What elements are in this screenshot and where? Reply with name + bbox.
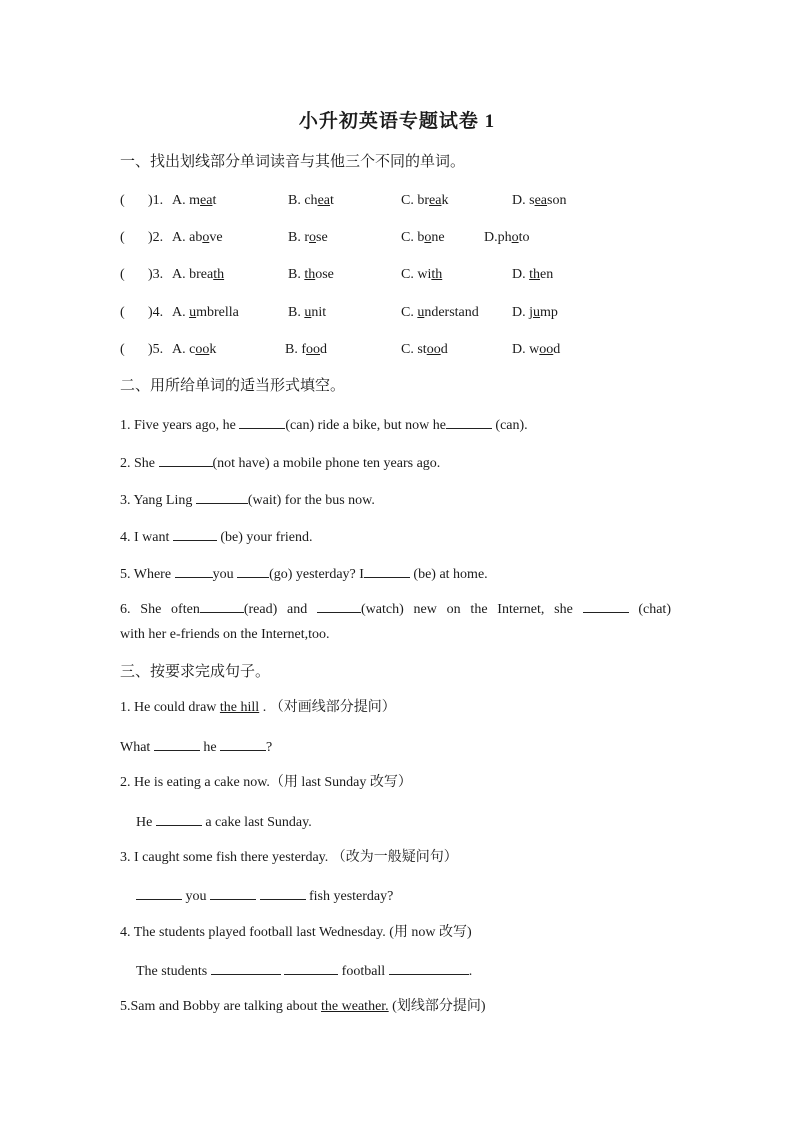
answer-blank[interactable] [389,961,469,975]
answer-blank[interactable] [175,564,213,578]
option-text: A. [172,305,190,320]
answer-blank[interactable] [583,599,629,613]
option-d [512,341,560,359]
answer-3-1: What he ? [120,737,272,757]
option-text: k [441,193,449,208]
answer-blank[interactable] [154,737,200,751]
option-b [288,229,328,247]
underlined-letters: o [309,230,316,245]
option-text: C. [401,305,418,320]
underlined-letters: u [189,305,197,320]
answer-blank[interactable] [196,490,248,504]
answer-blank[interactable] [220,737,266,751]
question-3-1: 1. He could draw the hill . （对画线部分提问） [120,700,396,715]
answer-blank[interactable] [237,564,269,578]
question-2-2: 2. She (not have) a mobile phone ten years ago. [120,453,440,473]
option-text: D. s [512,193,535,208]
option-text: A. ab [172,230,203,245]
question-3-3: 3. I caught some fish there yesterday. （改为一般疑问句） [120,850,458,865]
option-text: nit [311,305,327,320]
option-text: ve [209,230,223,245]
option-a [172,304,239,322]
option-c [401,341,448,359]
option-b [285,341,327,359]
option-text: ne [431,230,445,245]
question-3-2: 2. He is eating a cake now.（用 last Sunday 改写） [120,775,412,790]
underlined-letters: ea [429,193,442,208]
option-text: B. r [288,230,309,245]
question-3-5: 5.Sam and Bobby are talking about the weather. (划线部分提问) [120,999,486,1014]
page-title: 小升初英语专题试卷 1 [298,111,496,132]
answer-paren[interactable]: ( [120,267,125,282]
underlined-letters: u [417,305,425,320]
question-2-1: 1. Five years ago, he (can) ride a bike, but now he (can). [120,415,528,435]
underlined-letters: th [213,267,225,282]
option-text: C. wi [401,267,432,282]
answer-paren[interactable]: ( [120,230,125,245]
answer-blank[interactable] [446,415,492,429]
option-c [401,229,445,247]
option-text: mp [540,305,558,320]
answer-blank[interactable] [284,961,338,975]
underlined-letters: o [202,230,210,245]
answer-3-4: The students football . [136,961,472,981]
option-text: nderstand [424,305,479,320]
underlined-letters: o [511,230,519,245]
answer-blank[interactable] [364,564,410,578]
answer-3-2: He a cake last Sunday. [136,812,312,832]
option-b [288,304,326,322]
answer-paren[interactable]: ( [120,193,125,208]
underlined-letters: o [424,230,432,245]
underlined-letters: oo [195,342,210,357]
underlined-letters: oo [306,342,320,357]
option-text: d [553,342,561,357]
option-a [172,266,224,284]
question-number: )2. [148,230,164,245]
answer-blank[interactable] [317,599,361,613]
underlined-letters: th [431,267,443,282]
option-text: A. m [172,193,200,208]
option-text: D. j [512,305,533,320]
answer-blank[interactable] [156,812,202,826]
option-text: D. w [512,342,540,357]
option-c [401,192,448,210]
option-d [512,192,566,210]
answer-blank[interactable] [210,886,256,900]
option-text: B. [288,305,305,320]
question-2-6-cont: with her e-friends on the Internet,too. [120,627,330,642]
option-text: en [540,267,554,282]
underlined-letters: ea [317,193,330,208]
option-d [512,266,553,284]
underlined-letters: oo [426,342,441,357]
answer-blank[interactable] [260,886,306,900]
answer-3-3: you fish yesterday? [136,886,393,906]
answer-paren[interactable]: ( [120,305,125,320]
question-number: )3. [148,267,164,282]
question-number: )5. [148,342,164,357]
question-2-4: 4. I want (be) your friend. [120,527,313,547]
option-text: C. br [401,193,429,208]
answer-blank[interactable] [173,527,217,541]
underlined-letters: u [304,305,312,320]
underlined-letters: oo [539,342,554,357]
option-a [172,192,216,210]
underlined-letters: th [529,267,541,282]
underlined-letters: ea [534,193,547,208]
option-text: d [320,342,327,357]
option-text: t [212,193,217,208]
option-text: k [209,342,217,357]
answer-blank[interactable] [239,415,285,429]
section-1-heading: 一、找出划线部分单词读音与其他三个不同的单词。 [120,154,466,170]
question-number: )4. [148,305,164,320]
section-2-heading: 二、用所给单词的适当形式填空。 [120,378,346,394]
option-text: A. brea [172,267,214,282]
option-c [401,266,442,284]
option-text: son [547,193,567,208]
option-c [401,304,479,322]
option-text: D. [512,267,530,282]
option-b [288,192,334,210]
option-text: to [518,230,530,245]
question-2-3: 3. Yang Ling (wait) for the bus now. [120,490,375,510]
option-text: d [440,342,448,357]
question-2-5: 5. Where you (go) yesterday? I (be) at home. [120,564,488,584]
option-d [512,304,558,322]
option-text: B. ch [288,193,318,208]
option-text: C. st [401,342,427,357]
option-text: mbrella [196,305,239,320]
answer-blank[interactable] [159,453,213,467]
question-number: )1. [148,193,164,208]
option-d [484,229,530,247]
underlined-letters: u [533,305,540,320]
option-text: C. b [401,230,425,245]
answer-blank[interactable] [136,886,182,900]
option-text: se [316,230,328,245]
question-3-4: 4. The students played football last Wednesday. (用 now 改写) [120,925,472,940]
option-b [288,266,334,284]
answer-paren[interactable]: ( [120,342,125,357]
option-text: A. c [172,342,196,357]
question-2-6: 6. She often (read) and (watch) new on the Internet, she (chat) [120,598,671,622]
underlined-letters: th [304,267,316,282]
option-text: B. f [285,342,306,357]
option-text: D.ph [484,230,512,245]
section-3-heading: 三、按要求完成句子。 [120,664,271,680]
underlined-letters: ea [200,193,213,208]
option-text: t [330,193,334,208]
option-a [172,341,216,359]
option-text: B. [288,267,305,282]
option-text: ose [315,267,334,282]
answer-blank[interactable] [200,599,244,613]
answer-blank[interactable] [211,961,281,975]
option-a [172,229,223,247]
